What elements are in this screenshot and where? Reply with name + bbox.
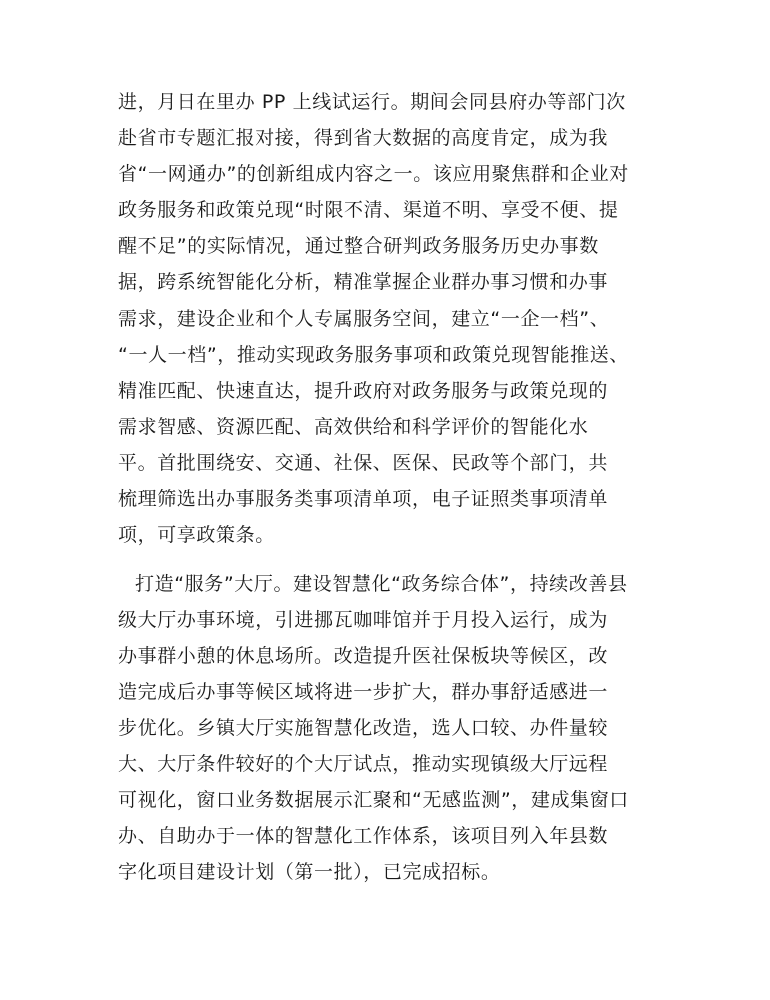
paragraph-1-line-9: 精准匹配、快速直达，提升政府对政务服务与政策兑现的 [118,380,609,402]
paragraph-1-line-7: 需求，建设企业和个人专属服务空间，建立“一企一档”、 [118,308,610,330]
paragraph-1-line-11: 平。首批围绕安、交通、社保、医保、民政等个部门，共 [118,452,609,474]
paragraph-2-line-8: 办、自助办于一体的智慧化工作体系，该项目列入年县数 [118,825,609,847]
paragraph-2-line-6: 大、大厅条件较好的个大厅试点，推动实现镇级大厅远程 [118,753,609,775]
paragraph-2-line-7: 可视化，窗口业务数据展示汇聚和“无感监测”，建成集窗口 [118,789,629,811]
paragraph-1-line-1: 进，月日在里办 PP 上线试运行。期间会同县府办等部门次 [118,91,626,113]
paragraph-1-line-6: 据，跨系统智能化分析，精准掌握企业群办事习惯和办事 [118,271,609,293]
paragraph-2-line-5: 步优化。乡镇大厅实施智慧化改造，选人口较、办件量较 [118,717,609,739]
paragraph-1-line-2: 赴省市专题汇报对接，得到省大数据的高度肯定，成为我 [118,127,609,149]
paragraph-2-line-9: 字化项目建设计划（第一批），已完成招标。 [118,861,501,883]
paragraph-1-line-10: 需求智感、资源匹配、高效供给和科学评价的智能化水 [118,416,589,438]
paragraph-1-line-3: 省“一网通办”的创新组成内容之一。该应用聚焦群和企业对 [118,163,629,185]
paragraph-1-line-13: 项，可享政策条。 [118,524,275,546]
paragraph-1-line-8: “一人一档”，推动实现政务服务事项和政策兑现智能推送、 [118,344,629,366]
paragraph-2-line-3: 办事群小憩的休息场所。改造提升医社保板块等候区，改 [118,645,609,667]
paragraph-2-line-2: 级大厅办事环境，引进挪瓦咖啡馆并于月投入运行，成为 [118,609,609,631]
paragraph-2-line-1: 打造“服务”大厅。建设智慧化“政务综合体”，持续改善县 [135,573,628,595]
paragraph-1-line-12: 梳理筛选出办事服务类事项清单项，电子证照类事项清单 [118,488,609,510]
paragraph-1-line-4: 政务服务和政策兑现“时限不清、渠道不明、享受不便、提 [118,199,619,221]
paragraph-2-line-4: 造完成后办事等候区域将进一步扩大，群办事舒适感进一 [118,681,609,703]
paragraph-1-line-5: 醒不足”的实际情况，通过整合研判政务服务历史办事数 [118,235,599,257]
